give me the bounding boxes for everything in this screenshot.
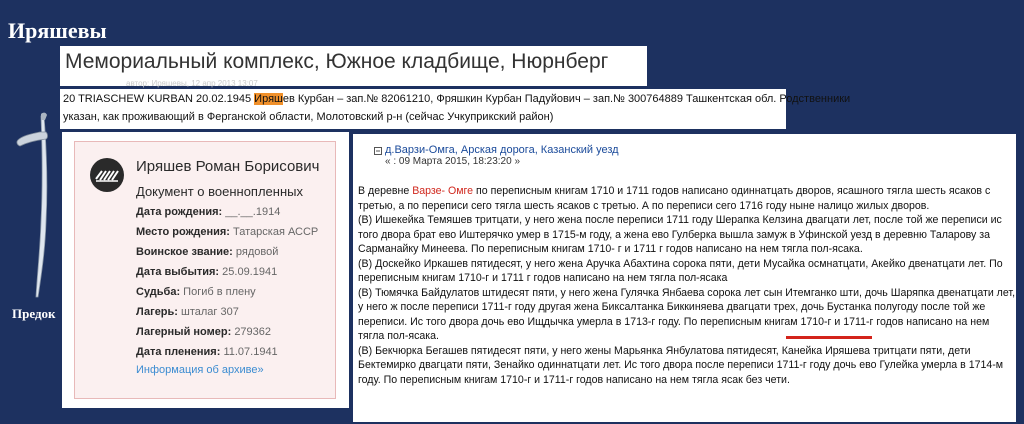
field-value: рядовой bbox=[235, 246, 279, 258]
post-line: году. По переписным книгам 1710-г и 1711-г годов написано на нем тягла ясак без чети. bbox=[358, 373, 790, 386]
post-line: (В) Ишекейка Темяшев тритцати, у него жена после переписи 1711 году Шерапка Келзина двагцати лет, после той же переписи ис bbox=[358, 214, 1002, 226]
field-value: 279362 bbox=[234, 326, 272, 338]
search-highlight: Иряш bbox=[254, 93, 283, 105]
record-strip bbox=[60, 89, 851, 129]
post-date: « : 09 Марта 2015, 18:23:20 » bbox=[385, 156, 521, 167]
place-name: Варзе- Омге bbox=[412, 185, 474, 197]
field-row-fate bbox=[136, 286, 256, 298]
post-line: (В) Доскейко Иркашев пятидесят, у него жена Аручка Абахтина сорока пяти, дети Мусайка осмнатцати, Акейко двенатцати лет. По bbox=[358, 257, 1003, 270]
field-row-camp-number bbox=[136, 326, 271, 338]
sword-icon bbox=[10, 112, 52, 302]
post-icon bbox=[374, 147, 382, 155]
red-underline bbox=[786, 336, 872, 339]
person-name: Иряшев Роман Борисович bbox=[136, 158, 320, 175]
post-line-post: по переписным книгам 1710 и 1711 годов написано одиннатцать дворов, ясашного тягла шесть ясаков с bbox=[473, 185, 991, 197]
post-line: того двора брат ево Иштерячко умер в 1715-м году, а жена ево Гулберка вышла замуж в Уфинской уезд в деревню Таларову за bbox=[358, 228, 990, 241]
post-line: (В) Тюмячка Байдулатов штидесят пяти, у него жена Гулячка Янбаева сорока лет сын Итемганко шти, дочь Шаряпка двенатцати лет, bbox=[358, 286, 1016, 299]
post-line: у него ж после переписи 1711-г году другая жена Биксалтанка Биккиняева двагцати трех, дочь Бустанка полугоду после той же bbox=[358, 301, 986, 313]
post-body bbox=[358, 184, 1014, 387]
post-line: Бектемирко двагцати пяти, Зенайко одиннатцати лет. Ис того двора после переписи 1711-г году дочь ево Гулейка умерла в 1714-м bbox=[358, 359, 1004, 371]
post-line: (В) Бекчюрка Бегашев пятидесят пяти, у него жены Марьянка Янбулатова пятидесят, Канейка Иряшева тритцати пяти, дети bbox=[358, 344, 971, 357]
memorial-meta: автор: Иряшевы, 12 апр 2013 13:07 bbox=[126, 79, 258, 88]
document-type: Документ о военнопленных bbox=[136, 184, 303, 199]
archive-record-panel bbox=[74, 141, 336, 399]
field-label: Дата выбытия: bbox=[136, 266, 220, 278]
record-line-1 bbox=[63, 93, 850, 105]
field-value: Погиб в плену bbox=[183, 286, 256, 298]
archive-card bbox=[62, 132, 349, 408]
post-title[interactable]: д.Варзи-Омга, Арская дорога, Казанский уезд bbox=[385, 144, 619, 156]
field-row-capture-date bbox=[136, 346, 278, 358]
archive-logo-icon bbox=[90, 158, 124, 192]
page-title: Иряшевы bbox=[8, 18, 107, 43]
field-value: Татарская АССР bbox=[233, 226, 319, 238]
field-label: Лагерь: bbox=[136, 306, 178, 318]
record-line-1-post: ев Курбан – зап.№ 82061210, Фряшкин Курбан Падуйович – зап.№ 300764889 Ташкентская обл. Родственники bbox=[282, 93, 851, 105]
memorial-title: Мемориальный комплекс, Южное кладбище, Нюрнберг bbox=[65, 50, 609, 73]
field-label: Дата рождения: bbox=[136, 206, 223, 218]
post-line: переписи. Ис того двора дочь ево Ищдычка умерла в 1713-г году. По переписным книгам 1710-г и 1711-г годов написано на нем bbox=[358, 315, 990, 328]
post-line bbox=[358, 184, 1014, 199]
post-line-pre: В деревне bbox=[358, 185, 413, 197]
field-value: шталаг 307 bbox=[181, 306, 239, 318]
field-value: 11.07.1941 bbox=[223, 346, 278, 358]
forum-post bbox=[353, 134, 1016, 422]
record-line-1-pre: 20 TRIASCHEW KURBAN 20.02.1945 bbox=[63, 93, 255, 105]
post-line: Сарманайку Минеева. По переписным книгам 1710- г и 1711 г годов написано на нем тягла пол-ясака. bbox=[358, 243, 863, 255]
record-line-2: указан, как проживающий в Ферганской области, Молотовский р-н (сейчас Учкуприкский район) bbox=[63, 111, 554, 123]
field-label: Дата пленения: bbox=[136, 346, 221, 358]
field-label: Судьба: bbox=[136, 286, 181, 298]
post-line: тягла пол-ясака. bbox=[358, 330, 439, 342]
archive-info-link[interactable]: Информация об архиве» bbox=[136, 364, 264, 376]
ancestor-label: Предок bbox=[12, 306, 56, 321]
post-line: третью, а по переписи сего тягла шесть ясаков с третью. А по переписи сего 1716 году ныне налицо жилых дворов. bbox=[358, 199, 930, 212]
field-row-camp bbox=[136, 306, 239, 318]
field-row-birth-date bbox=[136, 206, 280, 218]
field-label: Лагерный номер: bbox=[136, 326, 232, 338]
field-row-rank bbox=[136, 246, 278, 258]
memorial-header bbox=[60, 46, 647, 86]
field-label: Место рождения: bbox=[136, 226, 230, 238]
field-label: Воинское звание: bbox=[136, 246, 233, 258]
field-row-departure-date bbox=[136, 266, 277, 278]
field-value: __.__.1914 bbox=[225, 206, 281, 218]
field-value: 25.09.1941 bbox=[222, 266, 278, 278]
post-line: переписным книгам 1710-г и 1711 г годов написано на нем тягла пол-ясака bbox=[358, 272, 728, 284]
field-row-birth-place bbox=[136, 226, 318, 238]
